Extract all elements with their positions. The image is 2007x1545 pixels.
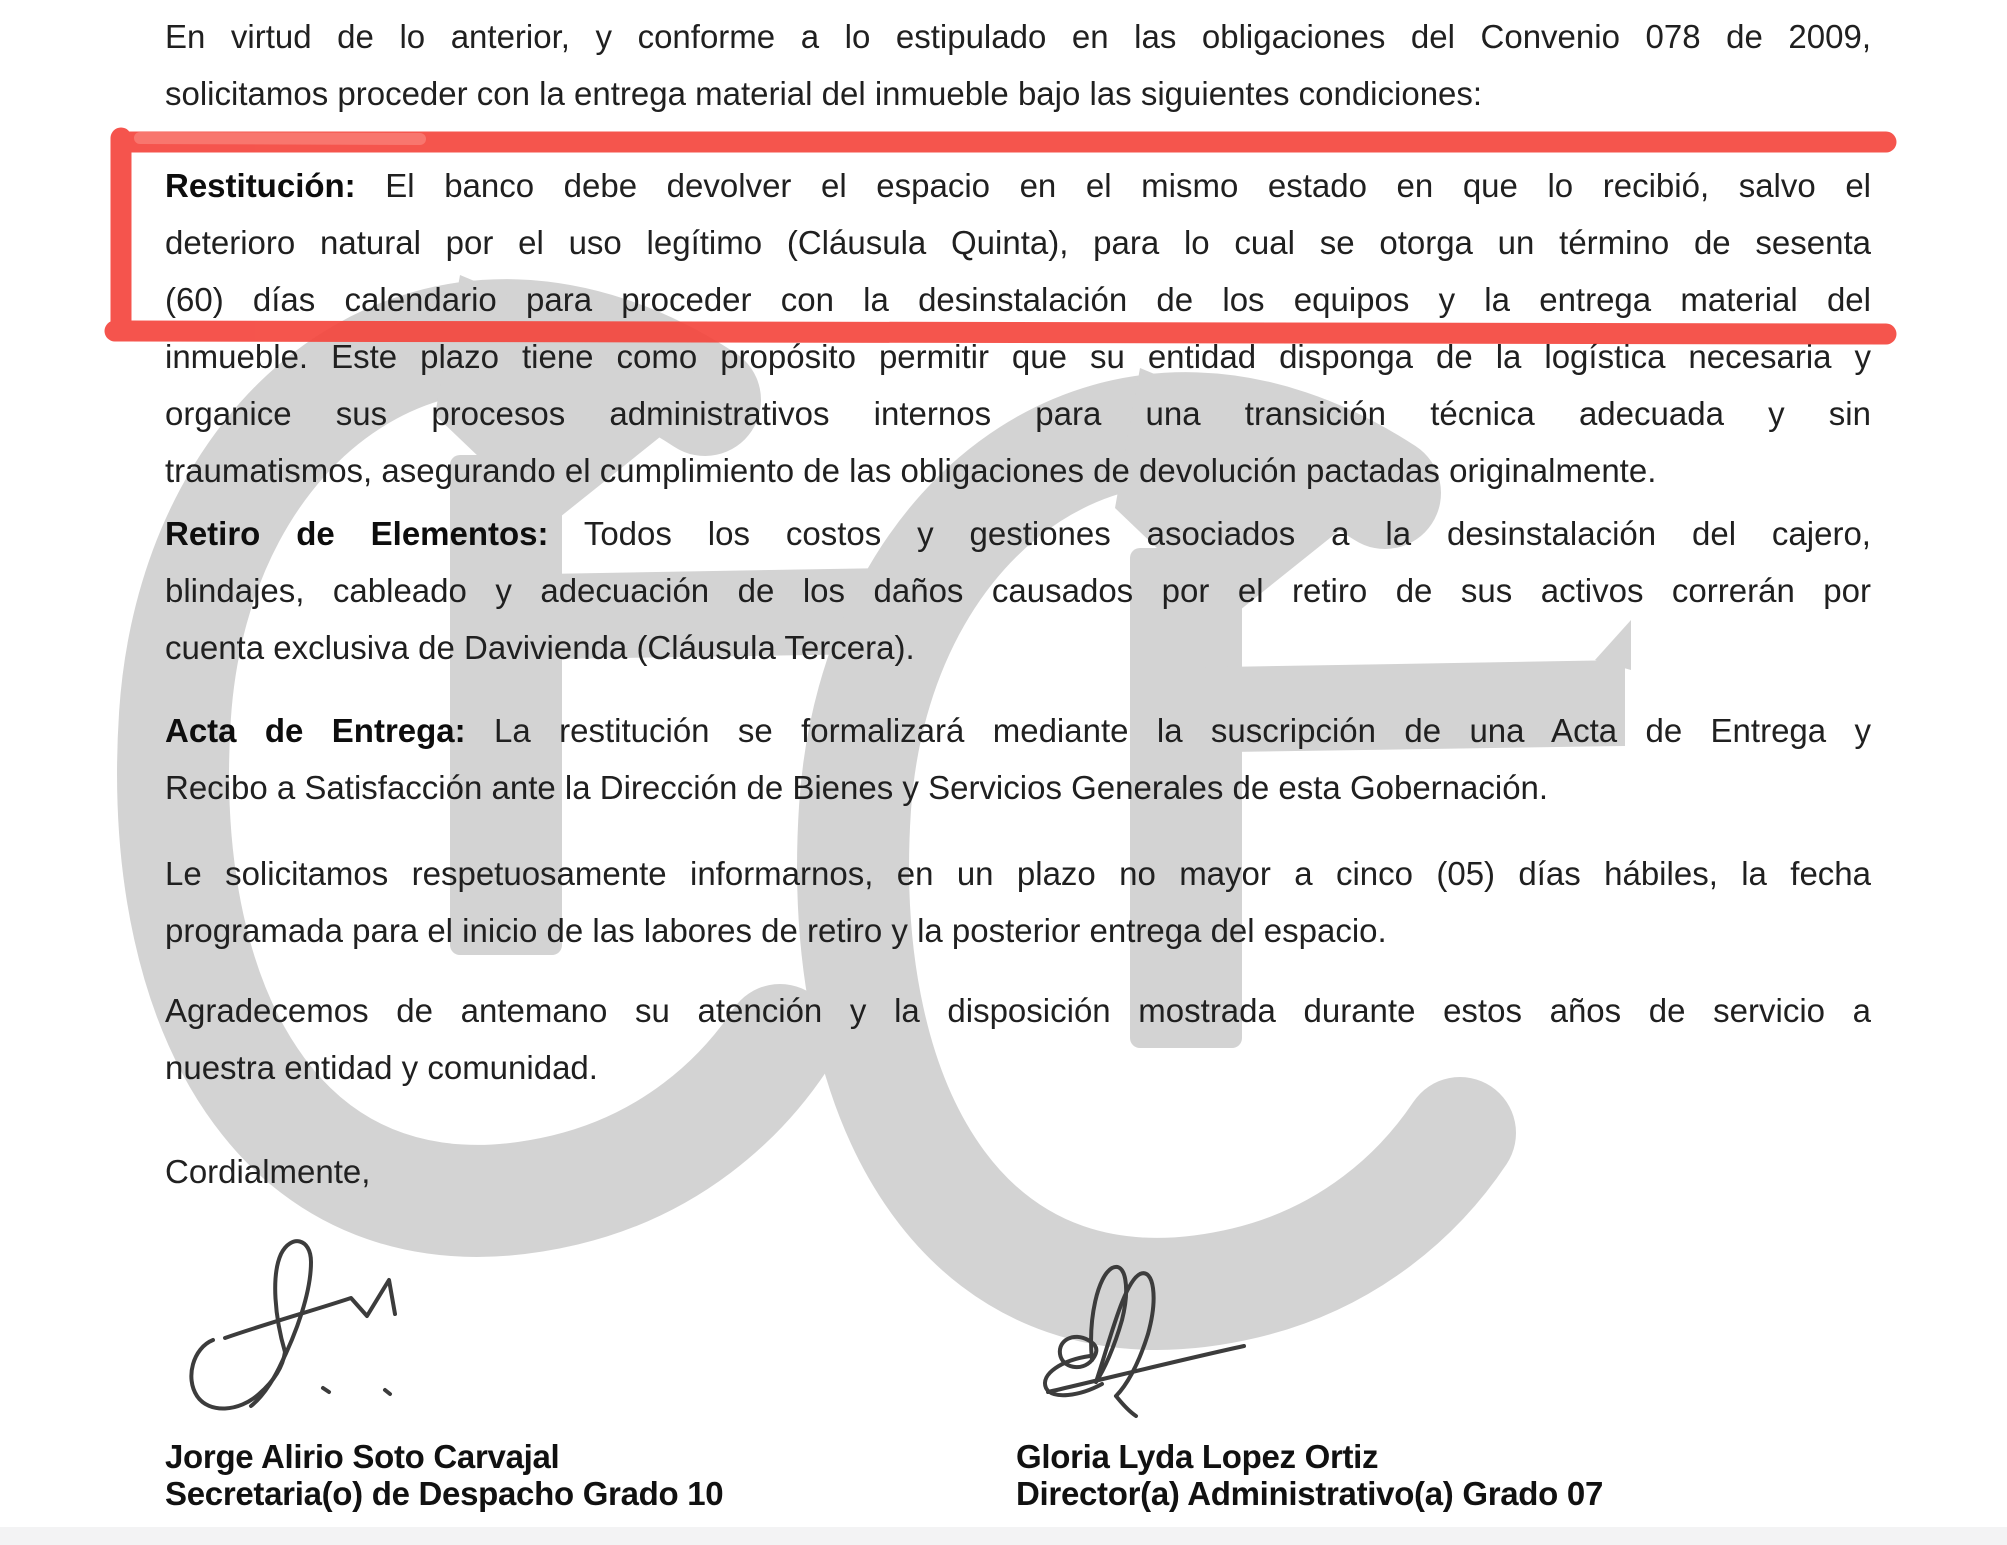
text-line: solicitamos proceder con la entrega material del inmueble bajo las siguientes condiciones: (165, 75, 1483, 112)
signer-title: Secretaria(o) de Despacho Grado 10 (165, 1475, 724, 1512)
text-line: blindajes, cableado y adecuación de los daños causados por el retiro de sus activos correrán por (165, 572, 1871, 609)
text-line: inmueble. Este plazo tiene como propósito permitir que su entidad disponga de la logística necesaria y (165, 338, 1871, 375)
paragraph-lead-label: Acta de Entrega: (165, 712, 466, 749)
paragraph-lead-label: Restitución: (165, 167, 356, 204)
signer-name: Jorge Alirio Soto Carvajal (165, 1438, 560, 1475)
signer-block-right (1016, 1438, 1603, 1512)
text-span: La restitución se formalizará mediante la suscripción de una Acta de Entrega y (494, 712, 1872, 749)
paragraph-intro (165, 8, 1871, 122)
closing-salutation: Cordialmente, (165, 1153, 371, 1190)
text-line: programada para el inicio de las labores de retiro y la posterior entrega del espacio. (165, 912, 1387, 949)
text-line (165, 702, 1871, 759)
paragraph-agradecimiento (165, 982, 1871, 1096)
text-line: Agradecemos de antemano su atención y la disposición mostrada durante estos años de servicio a (165, 992, 1871, 1029)
signer-name: Gloria Lyda Lopez Ortiz (1016, 1438, 1379, 1475)
signer-block-left (165, 1438, 723, 1512)
text-line (165, 505, 1871, 562)
signer-title: Director(a) Administrativo(a) Grado 07 (1016, 1475, 1603, 1512)
paragraph-acta (165, 702, 1871, 816)
paragraph-restitucion (165, 157, 1871, 499)
text-line: En virtud de lo anterior, y conforme a lo estipulado en las obligaciones del Convenio 078 de 2009, (165, 18, 1871, 55)
text-line: (60) días calendario para proceder con la desinstalación de los equipos y la entrega material del (165, 281, 1871, 318)
paragraph-solicitud (165, 845, 1871, 959)
text-line: Le solicitamos respetuosamente informarnos, en un plazo no mayor a cinco (05) días hábiles, la fecha (165, 855, 1871, 892)
text-line: nuestra entidad y comunidad. (165, 1049, 598, 1086)
text-line (165, 157, 1871, 214)
text-line: deterioro natural por el uso legítimo (Cláusula Quinta), para lo cual se otorga un término de sesenta (165, 224, 1871, 261)
scan-edge-bar (0, 1527, 2007, 1545)
text-line: cuenta exclusiva de Davivienda (Cláusula Tercera). (165, 629, 915, 666)
text-line: Recibo a Satisfacción ante la Dirección de Bienes y Servicios Generales de esta Gobernación. (165, 769, 1549, 806)
text-line: organice sus procesos administrativos internos para una transición técnica adecuada y sin (165, 395, 1871, 432)
signature-left (175, 1228, 425, 1428)
text-span: Todos los costos y gestiones asociados a la desinstalación del cajero, (583, 515, 1871, 552)
paragraph-lead-label: Retiro de Elementos: (165, 515, 549, 552)
text-line: traumatismos, asegurando el cumplimiento de las obligaciones de devolución pactadas originalmente. (165, 452, 1657, 489)
signature-right (1030, 1248, 1260, 1418)
paragraph-retiro (165, 505, 1871, 676)
text-span: El banco debe devolver el espacio en el mismo estado en que lo recibió, salvo el (385, 167, 1872, 204)
